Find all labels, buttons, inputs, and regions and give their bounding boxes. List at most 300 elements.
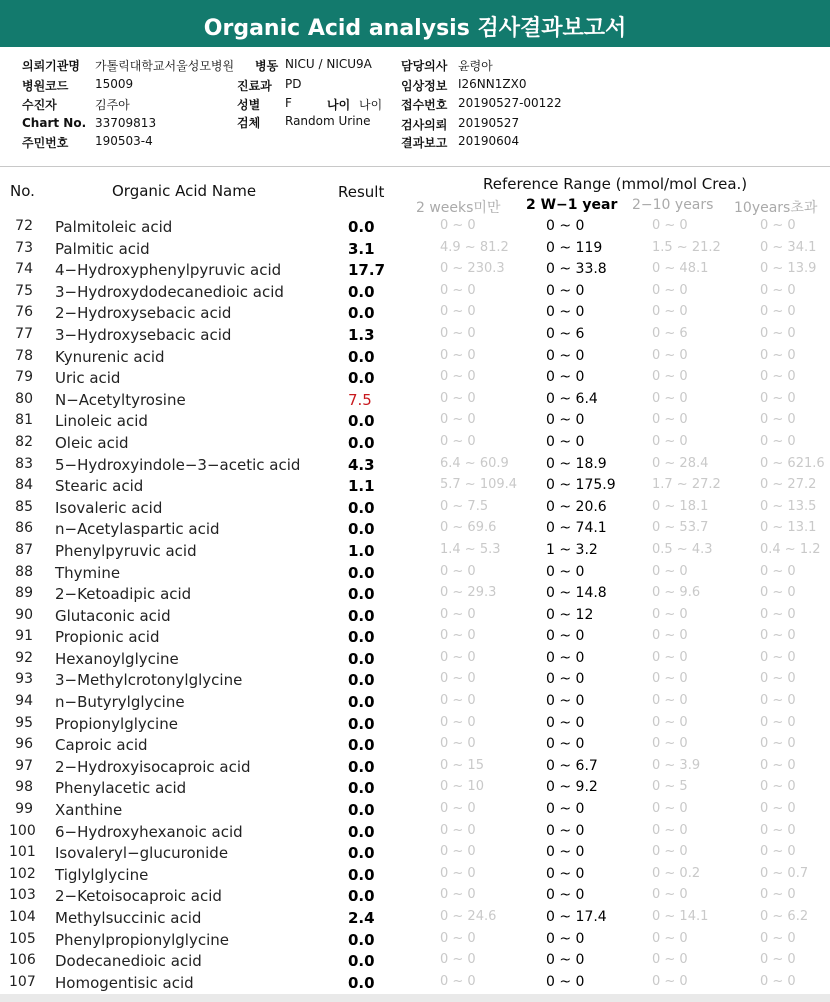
dept-value: PD xyxy=(285,77,302,91)
table-row xyxy=(0,907,830,929)
result-value: 17.7 xyxy=(348,261,386,280)
dept-label: 진료과 xyxy=(237,79,272,93)
request-date-value: 20190527 xyxy=(458,116,520,130)
range-2w-1y: 0 ~ 33.8 xyxy=(546,261,607,278)
row-number: 107 xyxy=(9,973,36,990)
range-2-10y: 0 ~ 0 xyxy=(652,736,688,752)
specimen-value: Random Urine xyxy=(285,114,371,128)
range-2w-1y: 0 ~ 0 xyxy=(546,412,585,429)
acid-name: Phenylpyruvic acid xyxy=(55,541,197,560)
range-2-10y: 0 ~ 0 xyxy=(652,369,688,385)
range-2weeks: 0 ~ 69.6 xyxy=(440,520,497,536)
row-number: 92 xyxy=(15,649,33,666)
row-number: 88 xyxy=(15,563,33,580)
header-divider xyxy=(0,166,830,167)
range-2-10y: 0 ~ 0 xyxy=(652,347,688,363)
result-value: 0.0 xyxy=(348,844,375,863)
range-header-2-10y: 2−10 years xyxy=(632,197,714,213)
acid-name: Homogentisic acid xyxy=(55,973,194,992)
result-value: 2.4 xyxy=(348,909,375,927)
range-10y: 0 ~ 0 xyxy=(760,887,796,903)
table-row xyxy=(0,669,830,691)
acid-name: Isovaleryl−glucuronide xyxy=(55,844,229,863)
range-2-10y: 0 ~ 14.1 xyxy=(652,909,709,924)
resident-value: 190503-4 xyxy=(95,134,153,148)
age-value: 나이 xyxy=(359,98,383,112)
hospital-code-value: 15009 xyxy=(95,77,134,91)
range-2weeks: 0 ~ 0 xyxy=(440,390,476,406)
range-2-10y: 0 ~ 0 xyxy=(652,412,688,428)
range-header-2w-1y: 2 W−1 year xyxy=(526,197,618,213)
acid-name: 3−Hydroxydodecanedioic acid xyxy=(55,282,284,301)
range-2-10y: 0 ~ 0 xyxy=(652,714,688,730)
range-2weeks: 0 ~ 0 xyxy=(440,282,476,298)
range-10y: 0 ~ 0 xyxy=(760,822,796,838)
range-2w-1y: 0 ~ 0 xyxy=(546,822,585,839)
range-2w-1y: 0 ~ 0 xyxy=(546,930,585,947)
row-number: 103 xyxy=(9,887,36,904)
range-10y: 0 ~ 621.6 xyxy=(760,455,825,471)
acid-name: Methylsuccinic acid xyxy=(55,909,202,927)
acid-name: Stearic acid xyxy=(55,477,144,496)
row-number: 94 xyxy=(15,693,33,710)
table-row xyxy=(0,497,830,519)
range-2-10y: 0 ~ 6 xyxy=(652,325,688,341)
table-row xyxy=(0,756,830,778)
result-value: 0.0 xyxy=(348,606,375,625)
table-row xyxy=(0,691,830,713)
range-10y: 0 ~ 0 xyxy=(760,649,796,665)
acid-name: 6−Hydroxyhexanoic acid xyxy=(55,822,243,841)
table-row xyxy=(0,799,830,821)
report-title: Organic Acid analysis 검사결과보고서 xyxy=(0,0,830,47)
range-2w-1y: 0 ~ 74.1 xyxy=(546,520,607,537)
acid-name: 3−Hydroxysebacic acid xyxy=(55,325,232,344)
sex-value: F xyxy=(285,96,292,110)
range-10y: 0 ~ 13.1 xyxy=(760,520,817,536)
range-10y: 0 ~ 0 xyxy=(760,282,796,298)
range-2w-1y: 0 ~ 0 xyxy=(546,218,585,234)
table-row xyxy=(0,324,830,346)
row-number: 90 xyxy=(15,606,33,623)
range-2w-1y: 0 ~ 0 xyxy=(546,649,585,666)
acid-name: Oleic acid xyxy=(55,433,129,452)
range-2weeks: 0 ~ 0 xyxy=(440,606,476,622)
range-2-10y: 0 ~ 0 xyxy=(652,973,688,989)
results-table xyxy=(0,216,830,993)
range-10y: 0 ~ 0 xyxy=(760,671,796,687)
range-10y: 0 ~ 13.5 xyxy=(760,498,817,514)
range-2weeks: 0 ~ 0 xyxy=(440,369,476,385)
row-number: 79 xyxy=(15,369,33,386)
table-row xyxy=(0,734,830,756)
result-value: 0.0 xyxy=(348,369,375,388)
row-number: 98 xyxy=(15,779,33,796)
result-value: 0.0 xyxy=(348,304,375,323)
table-row xyxy=(0,216,830,238)
doctor-label: 담당의사 xyxy=(401,59,448,73)
range-10y: 0 ~ 34.1 xyxy=(760,239,817,255)
range-2-10y: 0 ~ 0 xyxy=(652,628,688,644)
row-number: 91 xyxy=(15,628,33,645)
range-2weeks: 6.4 ~ 60.9 xyxy=(440,455,509,471)
table-row xyxy=(0,432,830,454)
table-row xyxy=(0,777,830,799)
col-reference-header: Reference Range (mmol/mol Crea.) xyxy=(483,175,748,193)
range-2-10y: 0 ~ 0 xyxy=(652,390,688,406)
row-number: 101 xyxy=(9,844,36,861)
range-2w-1y: 0 ~ 0 xyxy=(546,282,585,299)
range-header-2weeks: 2 weeks미만 xyxy=(416,200,501,216)
acid-name: Hexanoylglycine xyxy=(55,649,179,668)
table-row xyxy=(0,302,830,324)
sex-label: 성별 xyxy=(237,98,261,112)
acid-name: Caproic acid xyxy=(55,736,148,755)
range-2w-1y: 0 ~ 12 xyxy=(546,606,594,623)
range-2weeks: 0 ~ 0 xyxy=(440,563,476,579)
range-2-10y: 0 ~ 0 xyxy=(652,282,688,298)
row-number: 99 xyxy=(15,801,33,818)
range-2-10y: 0 ~ 18.1 xyxy=(652,498,709,514)
range-10y: 0 ~ 6.2 xyxy=(760,909,809,924)
range-2w-1y: 0 ~ 20.6 xyxy=(546,498,607,515)
result-value: 0.0 xyxy=(348,628,375,647)
range-2w-1y: 0 ~ 6 xyxy=(546,325,585,342)
range-2-10y: 0 ~ 0 xyxy=(652,671,688,687)
range-10y: 0 ~ 0 xyxy=(760,693,796,709)
range-2w-1y: 0 ~ 0 xyxy=(546,628,585,645)
range-2w-1y: 0 ~ 0 xyxy=(546,973,585,990)
range-2weeks: 0 ~ 0 xyxy=(440,714,476,730)
range-2weeks: 5.7 ~ 109.4 xyxy=(440,477,518,493)
table-row xyxy=(0,583,830,605)
acid-name: n−Acetylaspartic acid xyxy=(55,520,220,539)
col-name-header: Organic Acid Name xyxy=(112,182,257,200)
table-row xyxy=(0,346,830,368)
result-value: 0.0 xyxy=(348,563,375,582)
result-value: 0.0 xyxy=(348,585,375,604)
acid-name: Thymine xyxy=(55,563,121,582)
range-2weeks: 0 ~ 0 xyxy=(440,304,476,320)
result-value: 4.3 xyxy=(348,455,375,474)
result-value: 0.0 xyxy=(348,736,375,755)
acid-name: 2−Hydroxysebacic acid xyxy=(55,304,232,323)
range-10y: 0 ~ 0.7 xyxy=(760,865,809,881)
range-2weeks: 0 ~ 29.3 xyxy=(440,585,497,601)
range-2weeks: 0 ~ 10 xyxy=(440,779,484,795)
table-row xyxy=(0,648,830,670)
result-value: 0.0 xyxy=(348,498,375,517)
range-2-10y: 0 ~ 0 xyxy=(652,649,688,665)
acid-name: 2−Hydroxyisocaproic acid xyxy=(55,757,251,776)
table-row xyxy=(0,885,830,907)
acid-name: Linoleic acid xyxy=(55,412,148,431)
range-2w-1y: 0 ~ 0 xyxy=(546,844,585,861)
range-2-10y: 0 ~ 0 xyxy=(652,801,688,817)
report-date-label: 결과보고 xyxy=(401,136,448,150)
patient-label: 수진자 xyxy=(22,98,57,112)
row-number: 86 xyxy=(15,520,33,537)
range-10y: 0 ~ 0 xyxy=(760,390,796,406)
range-10y: 0 ~ 0 xyxy=(760,412,796,428)
range-10y: 0 ~ 0 xyxy=(760,563,796,579)
acid-name: Kynurenic acid xyxy=(55,347,165,366)
row-number: 93 xyxy=(15,671,33,688)
range-2weeks: 1.4 ~ 5.3 xyxy=(440,541,501,557)
acid-name: Isovaleric acid xyxy=(55,498,163,517)
range-2w-1y: 0 ~ 17.4 xyxy=(546,909,607,925)
acid-name: Palmitic acid xyxy=(55,239,150,258)
table-row xyxy=(0,864,830,886)
acid-name: Tiglylglycine xyxy=(55,865,149,884)
row-number: 74 xyxy=(15,261,33,278)
table-row xyxy=(0,281,830,303)
table-row xyxy=(0,821,830,843)
range-10y: 0 ~ 27.2 xyxy=(760,477,817,493)
range-2w-1y: 0 ~ 9.2 xyxy=(546,779,598,796)
range-10y: 0 ~ 0 xyxy=(760,757,796,773)
result-value: 0.0 xyxy=(348,520,375,539)
range-2weeks: 0 ~ 0 xyxy=(440,649,476,665)
range-2weeks: 0 ~ 0 xyxy=(440,412,476,428)
age-label: 나이 xyxy=(327,98,351,112)
hospital-code-label: 병원코드 xyxy=(22,79,69,93)
result-value: 0.0 xyxy=(348,822,375,841)
report-date-value: 20190604 xyxy=(458,134,520,148)
col-result-header: Result xyxy=(338,183,385,201)
range-10y: 0 ~ 0 xyxy=(760,736,796,752)
range-2w-1y: 0 ~ 0 xyxy=(546,671,585,688)
range-2-10y: 0 ~ 0 xyxy=(652,844,688,860)
range-2weeks: 0 ~ 0 xyxy=(440,736,476,752)
range-10y: 0 ~ 0 xyxy=(760,952,796,968)
range-2w-1y: 0 ~ 0 xyxy=(546,952,585,969)
range-10y: 0 ~ 0 xyxy=(760,779,796,795)
result-value: 0.0 xyxy=(348,433,375,452)
range-2-10y: 0 ~ 28.4 xyxy=(652,455,709,471)
range-2weeks: 0 ~ 0 xyxy=(440,887,476,903)
result-value: 7.5 xyxy=(348,390,372,409)
range-2w-1y: 0 ~ 6.4 xyxy=(546,390,598,407)
result-value: 1.3 xyxy=(348,325,375,344)
row-number: 80 xyxy=(15,390,33,407)
range-2weeks: 0 ~ 0 xyxy=(440,628,476,644)
range-2weeks: 0 ~ 230.3 xyxy=(440,261,505,277)
row-number: 76 xyxy=(15,304,33,321)
row-number: 95 xyxy=(15,714,33,731)
row-number: 72 xyxy=(15,218,33,234)
acid-name: Dodecanedioic acid xyxy=(55,952,202,971)
ward-value: NICU / NICU9A xyxy=(285,57,372,71)
clinical-label: 임상정보 xyxy=(401,79,448,93)
range-10y: 0 ~ 0 xyxy=(760,347,796,363)
range-2weeks: 0 ~ 0 xyxy=(440,952,476,968)
table-row xyxy=(0,410,830,432)
range-2w-1y: 0 ~ 0 xyxy=(546,563,585,580)
row-number: 100 xyxy=(9,822,36,839)
range-2w-1y: 0 ~ 0 xyxy=(546,865,585,882)
patient-value: 김주아 xyxy=(95,98,130,112)
range-2-10y: 0 ~ 0 xyxy=(652,693,688,709)
range-2weeks: 0 ~ 0 xyxy=(440,801,476,817)
range-2w-1y: 0 ~ 175.9 xyxy=(546,477,616,494)
range-2weeks: 0 ~ 0 xyxy=(440,973,476,989)
result-value: 0.0 xyxy=(348,649,375,668)
range-10y: 0 ~ 0 xyxy=(760,433,796,449)
range-2weeks: 0 ~ 7.5 xyxy=(440,498,489,514)
resident-label: 주민번호 xyxy=(22,136,69,150)
range-2w-1y: 0 ~ 14.8 xyxy=(546,585,607,602)
range-2weeks: 0 ~ 0 xyxy=(440,347,476,363)
result-value: 0.0 xyxy=(348,282,375,301)
range-2weeks: 0 ~ 15 xyxy=(440,757,484,773)
result-value: 3.1 xyxy=(348,239,375,258)
row-number: 81 xyxy=(15,412,33,429)
range-2-10y: 0 ~ 0 xyxy=(652,218,688,233)
range-2w-1y: 0 ~ 0 xyxy=(546,801,585,818)
range-10y: 0 ~ 0 xyxy=(760,973,796,989)
range-2w-1y: 1 ~ 3.2 xyxy=(546,541,598,558)
range-2w-1y: 0 ~ 0 xyxy=(546,347,585,364)
table-row xyxy=(0,626,830,648)
range-2-10y: 0 ~ 9.6 xyxy=(652,585,701,601)
range-2-10y: 0 ~ 0 xyxy=(652,433,688,449)
range-10y: 0 ~ 0 xyxy=(760,801,796,817)
acid-name: 5−Hydroxyindole−3−acetic acid xyxy=(55,455,301,474)
row-number: 105 xyxy=(9,930,36,947)
table-row xyxy=(0,540,830,562)
acid-name: Palmitoleic acid xyxy=(55,218,173,236)
range-10y: 0 ~ 0 xyxy=(760,218,796,233)
range-10y: 0 ~ 0 xyxy=(760,628,796,644)
result-value: 0.0 xyxy=(348,779,375,798)
receipt-label: 접수번호 xyxy=(401,98,448,112)
range-2-10y: 0 ~ 0 xyxy=(652,930,688,946)
range-2w-1y: 0 ~ 0 xyxy=(546,887,585,904)
result-value: 0.0 xyxy=(348,693,375,712)
ward-label: 병동 xyxy=(255,59,279,73)
patient-info-block xyxy=(22,57,822,157)
row-number: 83 xyxy=(15,455,33,472)
range-2-10y: 0 ~ 53.7 xyxy=(652,520,709,536)
range-2w-1y: 0 ~ 0 xyxy=(546,433,585,450)
acid-name: Phenylpropionylglycine xyxy=(55,930,230,949)
acid-name: N−Acetyltyrosine xyxy=(55,390,186,409)
range-10y: 0 ~ 0 xyxy=(760,930,796,946)
row-number: 97 xyxy=(15,757,33,774)
acid-name: 3−Methylcrotonylglycine xyxy=(55,671,243,690)
range-10y: 0 ~ 0 xyxy=(760,369,796,385)
row-number: 75 xyxy=(15,282,33,299)
acid-name: Uric acid xyxy=(55,369,121,388)
row-number: 96 xyxy=(15,736,33,753)
range-10y: 0 ~ 0 xyxy=(760,844,796,860)
range-2weeks: 0 ~ 0 xyxy=(440,693,476,709)
result-value: 0.0 xyxy=(348,887,375,906)
range-2weeks: 0 ~ 0 xyxy=(440,844,476,860)
requester-label: 의뢰기관명 xyxy=(22,59,80,73)
table-row xyxy=(0,605,830,627)
range-2-10y: 0 ~ 3.9 xyxy=(652,757,701,773)
table-row xyxy=(0,259,830,281)
table-row xyxy=(0,950,830,972)
result-value: 1.0 xyxy=(348,541,375,560)
range-2weeks: 0 ~ 24.6 xyxy=(440,909,497,924)
bottom-scroll-strip xyxy=(0,994,830,1002)
range-2w-1y: 0 ~ 0 xyxy=(546,736,585,753)
range-2-10y: 0 ~ 0 xyxy=(652,563,688,579)
requester-value: 가톨릭대학교서울성모병원 xyxy=(95,59,235,73)
result-value: 0.0 xyxy=(348,671,375,690)
range-2-10y: 0 ~ 0 xyxy=(652,952,688,968)
acid-name: Glutaconic acid xyxy=(55,606,171,625)
table-row xyxy=(0,389,830,411)
result-value: 0.0 xyxy=(348,801,375,820)
row-number: 77 xyxy=(15,325,33,342)
row-number: 102 xyxy=(9,865,36,882)
range-2-10y: 0 ~ 0 xyxy=(652,887,688,903)
range-2weeks: 0 ~ 0 xyxy=(440,930,476,946)
range-2-10y: 0 ~ 0 xyxy=(652,822,688,838)
chart-label: Chart No. xyxy=(22,116,87,130)
acid-name: n−Butyrylglycine xyxy=(55,693,185,712)
range-2-10y: 0 ~ 0 xyxy=(652,606,688,622)
row-number: 85 xyxy=(15,498,33,515)
row-number: 82 xyxy=(15,433,33,450)
range-2w-1y: 0 ~ 6.7 xyxy=(546,757,598,774)
range-2w-1y: 0 ~ 0 xyxy=(546,714,585,731)
chart-value: 33709813 xyxy=(95,116,157,130)
row-number: 73 xyxy=(15,239,33,256)
acid-name: 2−Ketoadipic acid xyxy=(55,585,192,604)
table-row xyxy=(0,562,830,584)
table-row xyxy=(0,367,830,389)
range-10y: 0.4 ~ 1.2 xyxy=(760,541,821,557)
result-value: 0.0 xyxy=(348,218,375,236)
row-number: 106 xyxy=(9,952,36,969)
request-date-label: 검사의뢰 xyxy=(401,118,448,132)
range-2weeks: 4.9 ~ 81.2 xyxy=(440,239,509,255)
acid-name: Propionic acid xyxy=(55,628,160,647)
result-value: 0.0 xyxy=(348,714,375,733)
range-10y: 0 ~ 13.9 xyxy=(760,261,817,277)
table-row xyxy=(0,842,830,864)
range-10y: 0 ~ 0 xyxy=(760,606,796,622)
range-10y: 0 ~ 0 xyxy=(760,714,796,730)
table-row xyxy=(0,454,830,476)
range-2weeks: 0 ~ 0 xyxy=(440,325,476,341)
row-number: 104 xyxy=(9,909,36,925)
result-value: 0.0 xyxy=(348,412,375,431)
range-2-10y: 1.7 ~ 27.2 xyxy=(652,477,721,493)
table-row xyxy=(0,238,830,260)
table-row xyxy=(0,929,830,951)
row-number: 89 xyxy=(15,585,33,602)
range-2-10y: 0.5 ~ 4.3 xyxy=(652,541,713,557)
range-10y: 0 ~ 0 xyxy=(760,325,796,341)
range-2-10y: 0 ~ 48.1 xyxy=(652,261,709,277)
range-2w-1y: 0 ~ 0 xyxy=(546,693,585,710)
acid-name: 4−Hydroxyphenylpyruvic acid xyxy=(55,261,282,280)
result-value: 0.0 xyxy=(348,347,375,366)
range-2w-1y: 0 ~ 0 xyxy=(546,304,585,321)
range-2-10y: 0 ~ 0.2 xyxy=(652,865,701,881)
range-header-10y: 10years초과 xyxy=(734,200,818,216)
result-value: 0.0 xyxy=(348,930,375,949)
acid-name: Propionylglycine xyxy=(55,714,178,733)
range-2w-1y: 0 ~ 18.9 xyxy=(546,455,607,472)
range-10y: 0 ~ 0 xyxy=(760,304,796,320)
